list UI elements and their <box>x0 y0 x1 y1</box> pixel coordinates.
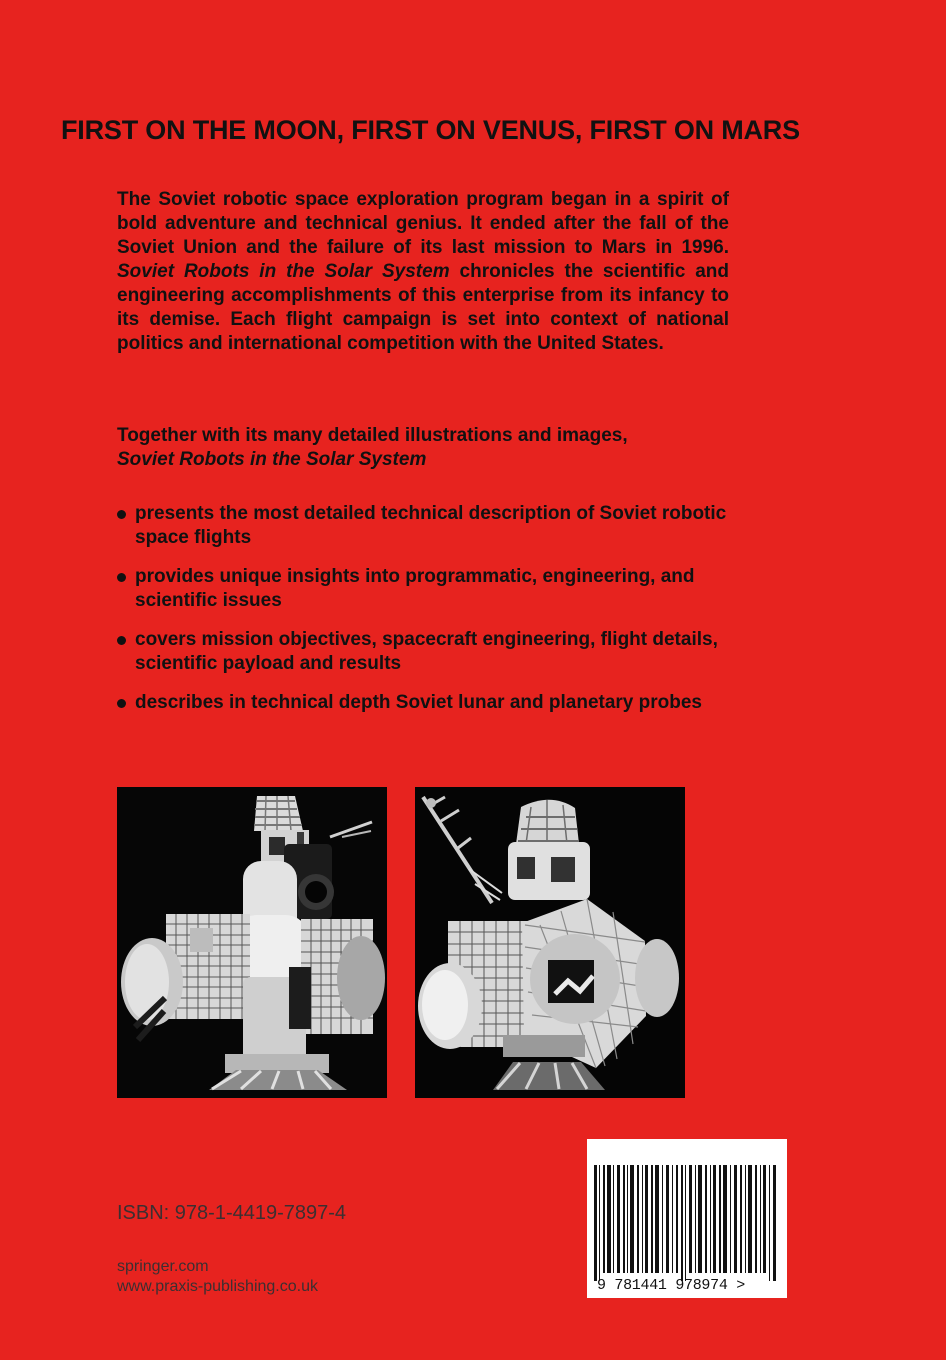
feature-bullet-text: covers mission objectives, spacecraft engineering, flight details, scientific payload and results <box>135 629 718 674</box>
intro-text-part-2: chronicles the scientific and engineering accomplishments of this enterprise from its infancy to its demise. Each flight campaign is set into context of national politics and international competition with the United States. <box>117 261 730 354</box>
barcode-icon <box>587 1139 787 1298</box>
feature-bullet-text: describes in technical depth Soviet lunar and planetary probes <box>135 692 702 713</box>
feature-bullet-list <box>117 502 737 730</box>
bullet-icon <box>117 636 126 645</box>
spacecraft-photo-icon <box>117 787 387 1098</box>
feature-bullet <box>117 565 737 613</box>
together-paragraph <box>117 424 729 472</box>
spacecraft-photo-icon <box>415 787 685 1098</box>
feature-bullet <box>117 691 737 715</box>
intro-paragraph <box>117 188 729 356</box>
cover-headline: FIRST ON THE MOON, FIRST ON VENUS, FIRST ON MARS <box>61 115 800 145</box>
intro-book-title: Soviet Robots in the Solar System <box>117 261 450 282</box>
feature-bullet <box>117 502 737 550</box>
intro-text-part-1: The Soviet robotic space exploration program began in a spirit of bold adventure and technical genius. It ended after the fall of the Soviet Union and the failure of its last mission to Mars in 1996. <box>117 189 729 258</box>
publisher-link-praxis[interactable]: www.praxis-publishing.co.uk <box>117 1278 318 1295</box>
isbn-text: ISBN: 978-1-4419-7897-4 <box>117 1202 347 1224</box>
spacecraft-photo-right <box>415 787 685 1098</box>
feature-bullet <box>117 628 737 676</box>
together-book-title: Soviet Robots in the Solar System <box>117 449 427 470</box>
together-line: Together with its many detailed illustrations and images, <box>117 425 628 446</box>
bullet-icon <box>117 510 126 519</box>
publisher-link-springer[interactable]: springer.com <box>117 1258 209 1275</box>
feature-bullet-text: provides unique insights into programmatic, engineering, and scientific issues <box>135 566 695 611</box>
feature-bullet-text: presents the most detailed technical description of Soviet robotic space flights <box>135 503 727 548</box>
spacecraft-photo-left <box>117 787 387 1098</box>
barcode-number: 9 781441 978974 > <box>597 1277 745 1294</box>
bullet-icon <box>117 573 126 582</box>
bullet-icon <box>117 699 126 708</box>
isbn-barcode <box>587 1139 787 1298</box>
